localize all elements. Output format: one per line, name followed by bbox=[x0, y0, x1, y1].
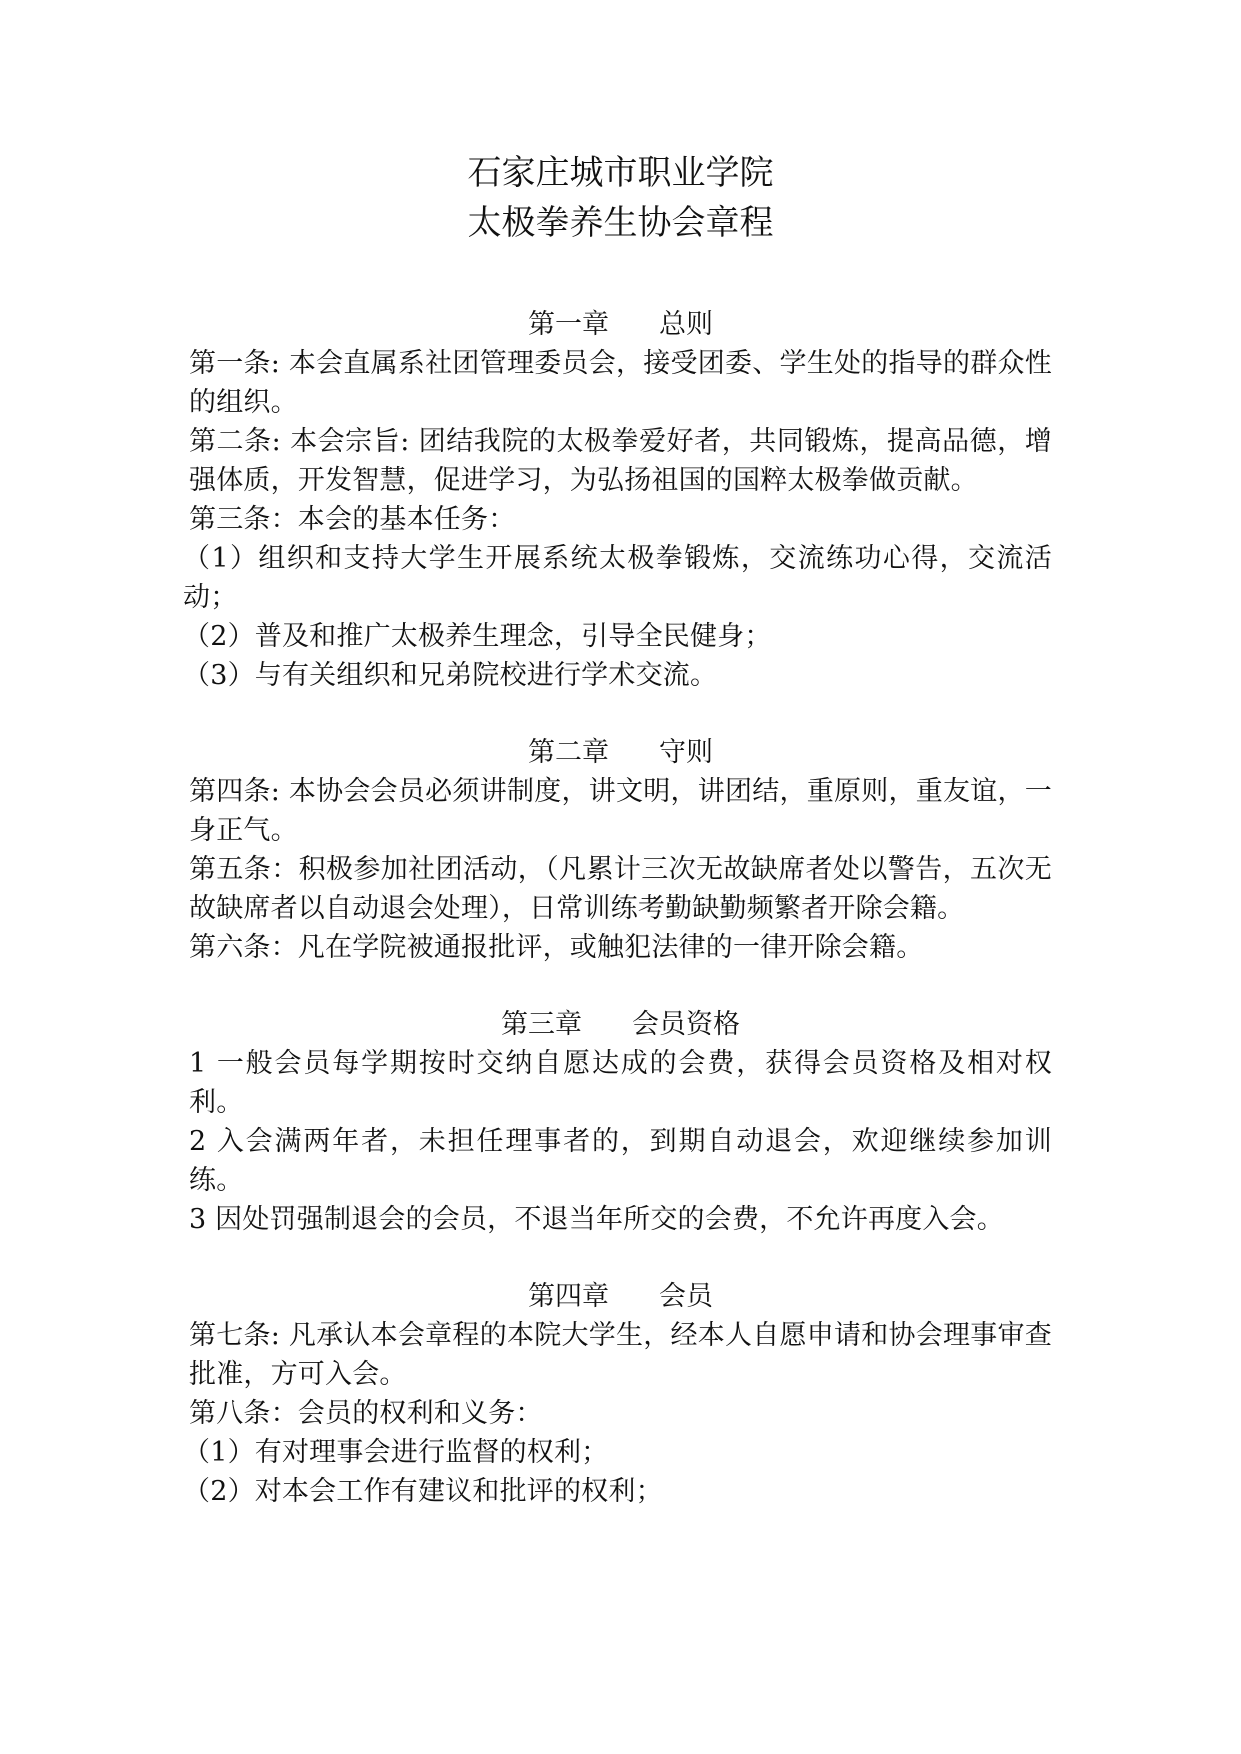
chapter-heading bbox=[189, 1005, 1052, 1044]
chapter-heading bbox=[189, 1277, 1052, 1316]
chapter-number: 第二章 bbox=[528, 737, 609, 768]
chapter-number: 第四章 bbox=[528, 1281, 609, 1312]
chapter-heading bbox=[189, 305, 1052, 344]
article-paragraph: 2 入会满两年者，未担任理事者的，到期自动退会，欢迎继续参加训练。 bbox=[189, 1126, 1052, 1196]
article-paragraph: 3 因处罚强制退会的会员，不退当年所交的会费，不允许再度入会。 bbox=[189, 1204, 1004, 1235]
chapter-4 bbox=[183, 1277, 1052, 1511]
article-paragraph: 第八条：会员的权利和义务： bbox=[189, 1398, 543, 1429]
list-item: （1）有对理事会进行监督的权利； bbox=[183, 1437, 609, 1468]
list-item: （3）与有关组织和兄弟院校进行学术交流。 bbox=[183, 660, 718, 691]
article-paragraph: 第四条: 本协会会员必须讲制度，讲文明，讲团结，重原则，重友谊，一身正气。 bbox=[189, 776, 1052, 846]
article-paragraph: 第五条：积极参加社团活动，（凡累计三次无故缺席者处以警告，五次无故缺席者以自动退会处理），日常训练考勤缺勤频繁者开除会籍。 bbox=[189, 854, 1052, 924]
chapter-2 bbox=[189, 733, 1052, 967]
chapter-name: 总则 bbox=[659, 309, 713, 340]
document-title-line-1: 石家庄城市职业学院 bbox=[467, 153, 774, 193]
article-paragraph: 第六条：凡在学院被通报批评，或触犯法律的一律开除会籍。 bbox=[189, 932, 924, 963]
chapter-name: 守则 bbox=[659, 737, 713, 768]
chapter-3 bbox=[189, 1005, 1052, 1239]
chapter-name: 会员 bbox=[659, 1281, 713, 1312]
document-title-line-2: 太极拳养生协会章程 bbox=[467, 203, 774, 243]
chapter-heading bbox=[189, 733, 1052, 772]
article-paragraph: 1 一般会员每学期按时交纳自愿达成的会费，获得会员资格及相对权利。 bbox=[189, 1048, 1052, 1118]
list-item: （1）组织和支持大学生开展系统太极拳锻炼，交流练功心得，交流活动； bbox=[183, 543, 1052, 613]
chapter-number: 第三章 bbox=[501, 1009, 582, 1040]
chapter-1 bbox=[183, 305, 1052, 695]
article-paragraph: 第一条: 本会直属系社团管理委员会，接受团委、学生处的指导的群众性的组织。 bbox=[189, 348, 1052, 418]
title-spacer bbox=[189, 248, 1052, 305]
article-paragraph: 第三条：本会的基本任务： bbox=[189, 504, 516, 535]
chapter-number: 第一章 bbox=[528, 309, 609, 340]
list-item: （2）对本会工作有建议和批评的权利； bbox=[183, 1476, 663, 1507]
chapter-name: 会员资格 bbox=[632, 1009, 740, 1040]
list-item: （2）普及和推广太极养生理念，引导全民健身； bbox=[183, 621, 772, 652]
article-paragraph: 第二条: 本会宗旨: 团结我院的太极拳爱好者，共同锻炼，提高品德，增强体质，开发智慧，促进学习，为弘扬祖国的国粹太极拳做贡献。 bbox=[189, 426, 1052, 496]
article-paragraph: 第七条: 凡承认本会章程的本院大学生，经本人自愿申请和协会理事审查批准，方可入会。 bbox=[189, 1320, 1052, 1390]
